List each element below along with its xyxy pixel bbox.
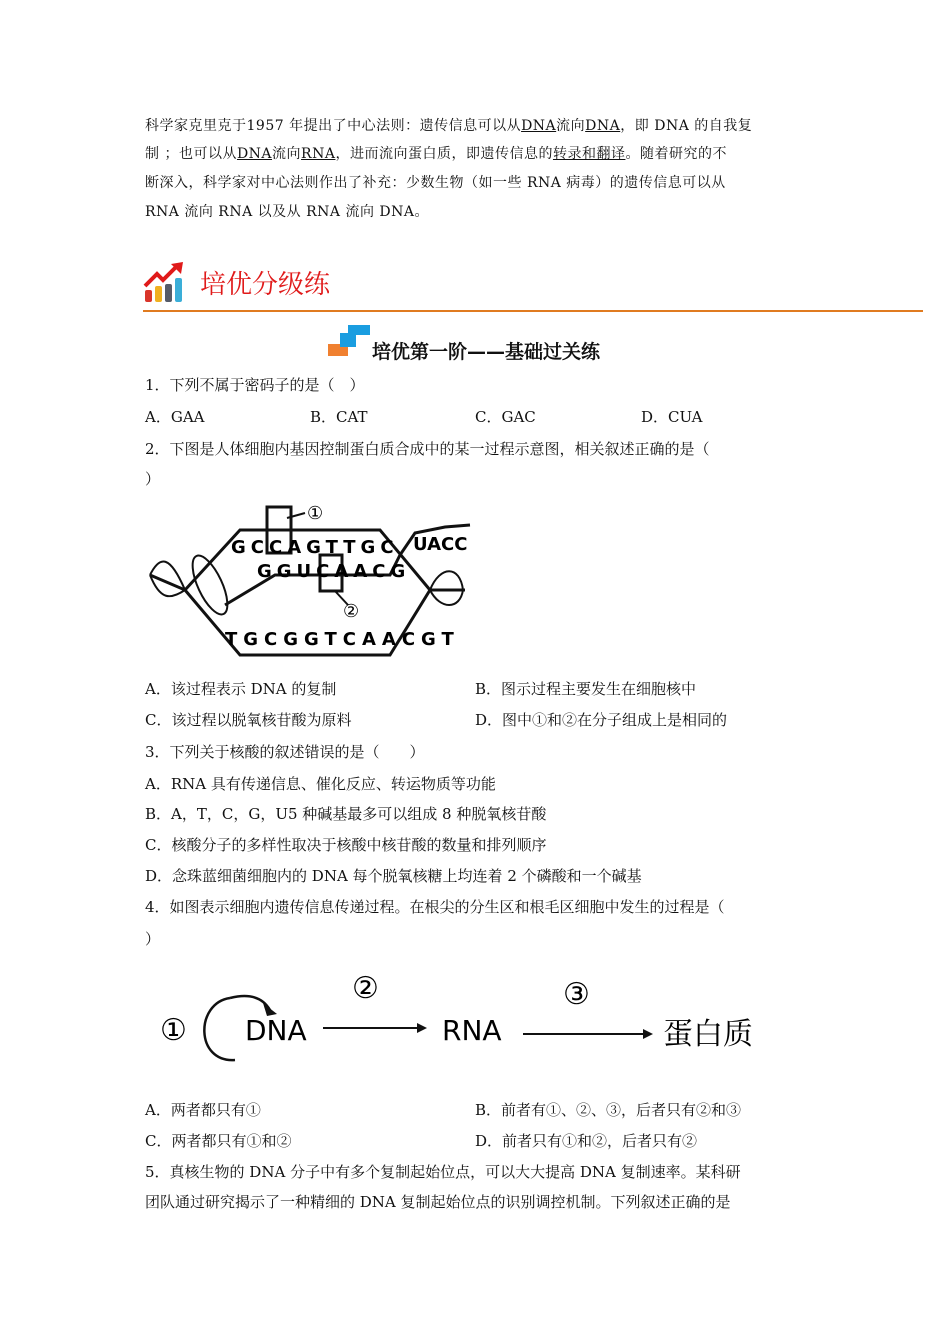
q5-stem-line-2: 团队通过研究揭示了一种精细的 DNA 复制起始位点的识别调控机制。下列叙述正确的是	[145, 1193, 731, 1211]
q5-stem-line-1: 5．真核生物的 DNA 分子中有多个复制起始位点，可以大大提高 DNA 复制速率。某科研	[145, 1163, 741, 1181]
intro-line-4: RNA 流向 RNA 以及从 RNA 流向 DNA。	[145, 204, 429, 220]
q1-option-a: A．GAA	[145, 408, 205, 426]
q2-stem: 2．下图是人体细胞内基因控制蛋白质合成中的某一过程示意图，相关叙述正确的是（	[145, 440, 710, 458]
q1-option-b: B．CAT	[310, 408, 368, 426]
marker-1: ①	[307, 503, 324, 524]
q4-option-c: C．两者都只有①和②	[145, 1132, 292, 1150]
q3-option-a: A．RNA 具有传递信息、催化反应、转运物质等功能	[145, 775, 496, 793]
text: 科学家克里克于1957 年提出了中心法则：遗传信息可以从	[145, 118, 522, 134]
q3-option-d: D．念珠蓝细菌细胞内的 DNA 每个脱氧核糖上均连着 2 个磷酸和一个碱基	[145, 867, 642, 885]
text: DNA	[236, 146, 273, 162]
text: 流向	[272, 146, 302, 162]
text: RNA	[301, 146, 336, 162]
q2-option-d: D．图中①和②在分子组成上是相同的	[475, 711, 728, 729]
growth-chart-icon	[143, 262, 187, 304]
q4-option-d: D．前者只有①和②，后者只有②	[475, 1132, 698, 1150]
text: 制 ；也可以从	[145, 146, 237, 162]
text: ，即 DNA 的自我复	[620, 118, 753, 134]
q2-stem-end: ）	[145, 470, 161, 488]
q2-option-c: C．该过程以脱氧核苷酸为原料	[145, 711, 352, 729]
steps-icon	[328, 325, 372, 359]
text: 转录和翻译	[552, 146, 626, 162]
q4-stem: 4．如图表示细胞内遗传信息传递过程。在根尖的分生区和根毛区细胞中发生的过程是（	[145, 898, 725, 916]
rna-label: RNA	[442, 1014, 502, 1047]
text: DNA	[521, 118, 557, 134]
dna-label: DNA	[245, 1014, 307, 1047]
q1-stem: 1．下列不属于密码子的是（ ）	[145, 376, 365, 394]
intro-line-3: 断深入，科学家对中心法则作出了补充：少数生物（如一些 RNA 病毒）的遗传信息可以从	[145, 175, 726, 191]
intro-line-2	[145, 144, 727, 164]
central-dogma-diagram	[155, 968, 775, 1068]
text: 。随着研究的不	[625, 146, 727, 162]
rna-strand-bases: GGUCAACG	[257, 561, 411, 582]
marker-3: ③	[563, 977, 590, 1012]
protein-label: 蛋白质	[663, 1017, 753, 1052]
subsection-title: 培优第一阶——基础过关练	[372, 341, 601, 363]
marker-2: ②	[352, 971, 379, 1006]
intro-line-1	[145, 116, 752, 136]
q4-option-a: A．两者都只有①	[145, 1101, 261, 1119]
top-strand-bases: GCCAGTTGC	[231, 537, 399, 558]
marker-2: ②	[343, 601, 360, 622]
section-title: 培优分级练	[200, 270, 331, 300]
text: ，进而流向蛋白质，即遗传信息的	[335, 146, 553, 162]
rna-tail-bases: UACC	[413, 534, 468, 555]
text: DNA	[585, 118, 621, 134]
transcription-diagram	[145, 495, 475, 665]
q4-option-b: B．前者有①、②、③，后者只有②和③	[475, 1101, 742, 1119]
bottom-strand-bases: TGCGGTCAACGT	[225, 629, 460, 650]
marker-1: ①	[160, 1013, 187, 1048]
q2-option-b: B．图示过程主要发生在细胞核中	[475, 680, 697, 698]
q1-option-c: C．GAC	[475, 408, 536, 426]
text: 流向	[556, 118, 586, 134]
q3-option-b: B．A，T，C，G，U5 种碱基最多可以组成 8 种脱氧核苷酸	[145, 805, 547, 823]
q3-stem: 3．下列关于核酸的叙述错误的是（ ）	[145, 743, 425, 761]
q1-option-d: D．CUA	[641, 408, 703, 426]
q2-option-a: A．该过程表示 DNA 的复制	[145, 680, 337, 698]
q4-stem-end: ）	[145, 930, 161, 948]
q3-option-c: C．核酸分子的多样性取决于核酸中核苷酸的数量和排列顺序	[145, 836, 547, 854]
section-header	[143, 262, 923, 312]
